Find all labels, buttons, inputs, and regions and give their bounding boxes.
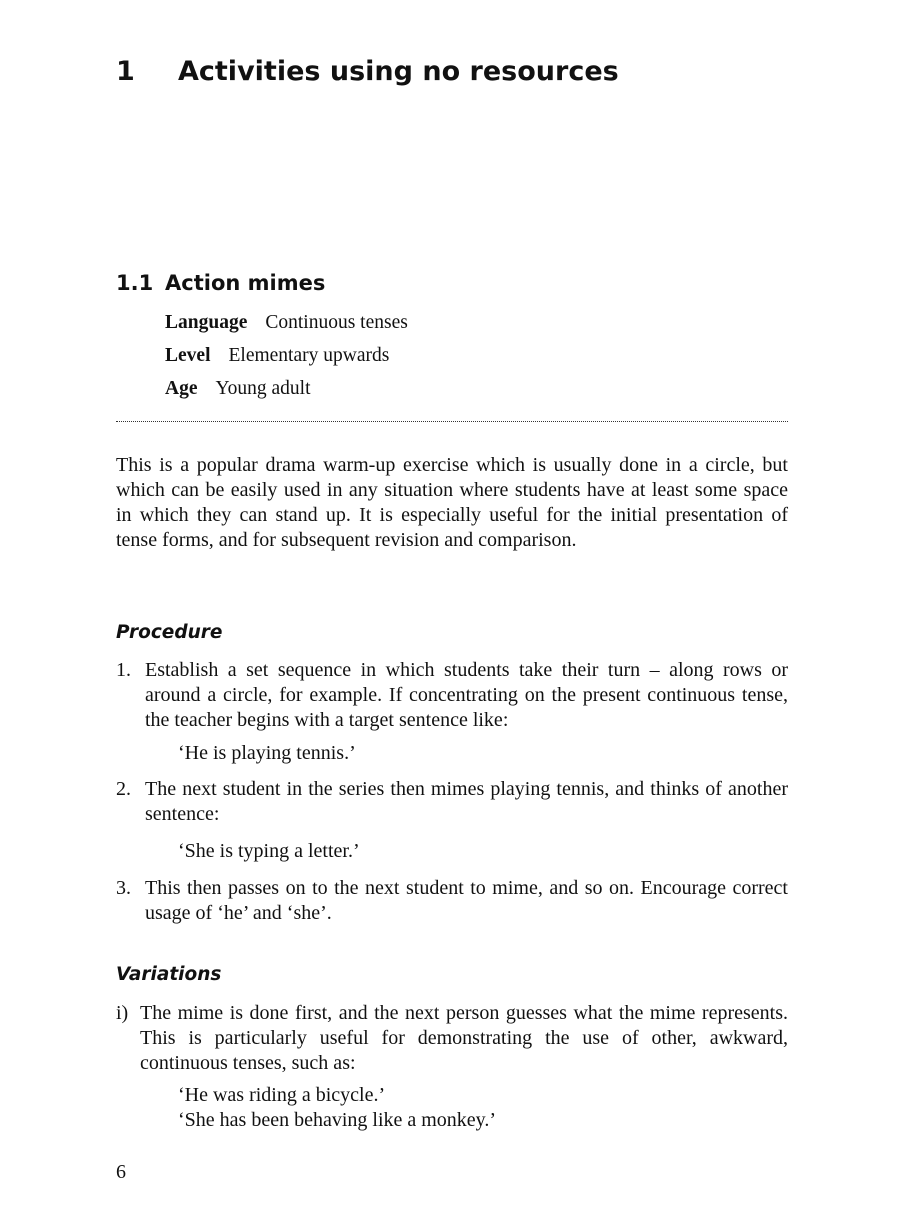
- section-title: Action mimes: [165, 271, 326, 295]
- meta-label: Age: [165, 378, 198, 399]
- meta-value: Elementary upwards: [228, 345, 390, 366]
- section-heading: [116, 271, 326, 295]
- example-quote: ‘She has been behaving like a monkey.’: [178, 1109, 497, 1131]
- procedure-heading: Procedure: [116, 622, 223, 643]
- meta-value: Young adult: [215, 378, 311, 399]
- procedure-item-1: [116, 658, 788, 733]
- meta-language: [165, 312, 408, 334]
- meta-label: Level: [165, 345, 211, 366]
- section-number: 1.1: [116, 271, 154, 295]
- dotted-divider: [116, 421, 788, 422]
- item-text: The mime is done first, and the next person guesses what the mime represents. This is particularly useful for demonstrating the use of other, awkward, continuous tenses, such as:: [140, 1002, 788, 1074]
- chapter-title: Activities using no resources: [178, 56, 619, 87]
- chapter-number: 1: [116, 56, 135, 87]
- item-number: i): [116, 1002, 129, 1024]
- item-number: 2.: [116, 778, 131, 800]
- item-text: The next student in the series then mimes playing tennis, and thinks of another sentence:: [145, 778, 788, 825]
- procedure-item-2: [116, 777, 788, 827]
- page-number: 6: [116, 1161, 126, 1183]
- meta-label: Language: [165, 312, 248, 333]
- item-text: Establish a set sequence in which students take their turn – along rows or around a circle, for example. If concentrating on the present continuous tense, the teacher begins with a target sentence like:: [145, 659, 788, 731]
- example-quote: ‘He was riding a bicycle.’: [178, 1084, 386, 1106]
- meta-level: [165, 345, 389, 367]
- procedure-item-3: [116, 876, 788, 926]
- item-number: 1.: [116, 659, 131, 681]
- intro-paragraph: [116, 453, 788, 553]
- example-quote: ‘He is playing tennis.’: [178, 742, 356, 764]
- variations-heading: Variations: [116, 964, 222, 985]
- meta-value: Continuous tenses: [265, 312, 408, 333]
- item-number: 3.: [116, 877, 131, 899]
- intro-text: This is a popular drama warm-up exercise which is usually done in a circle, but which can be easily used in any situation where students have at least some space in which they can stand up. It is especially useful for the initial presentation of tense forms, and for subsequent revision and comparison.: [116, 454, 788, 551]
- meta-age: [165, 378, 311, 400]
- variation-item-1: [116, 1001, 788, 1076]
- item-text: This then passes on to the next student to mime, and so on. Encourage correct usage of ‘he’ and ‘she’.: [145, 877, 788, 924]
- example-quote: ‘She is typing a letter.’: [178, 840, 360, 862]
